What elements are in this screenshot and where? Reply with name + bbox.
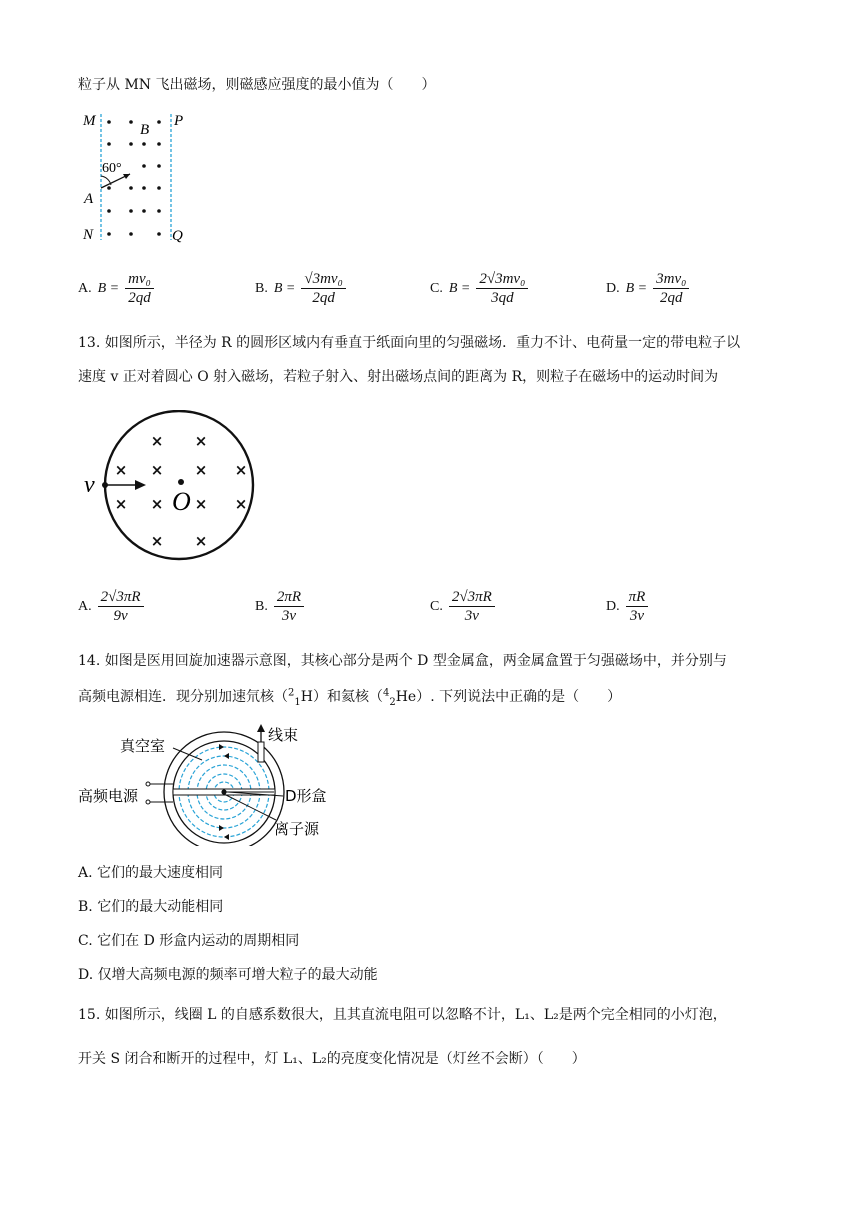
cross-mark: × (150, 495, 164, 513)
cross-mark: × (234, 461, 248, 479)
frac-num: √3mv₀ (301, 270, 345, 289)
frac-den: 2qd (312, 290, 335, 306)
frac-num: 2√3πR (449, 588, 495, 607)
deuterium-symbol: H (300, 689, 313, 705)
option-lhs: B = (97, 280, 120, 296)
frac-num: πR (626, 588, 649, 607)
frac-den: 2qd (128, 290, 151, 306)
frac-den: 3v (281, 608, 297, 624)
option-letter: A. (78, 598, 92, 614)
option-lhs: B = (625, 280, 648, 296)
q14-line2-c: ）. 下列说法中正确的是（ ） (416, 689, 622, 705)
option-letter: D. (606, 280, 620, 296)
q12-option-a[interactable] (78, 270, 154, 307)
frac-den: 9v (113, 608, 128, 624)
q14-line2-b: ）和氦核（ (312, 689, 383, 705)
q14-choice-b[interactable]: B. 它们的最大动能相同 (78, 899, 224, 915)
frac-den: 3v (629, 608, 645, 624)
deuterium-mass: 2 (288, 687, 295, 699)
label-N: N (83, 227, 94, 243)
frac-num: 2√3πR (98, 588, 144, 607)
label-O: O (172, 487, 191, 516)
cross-mark: × (114, 495, 128, 513)
q12-option-d[interactable] (606, 270, 689, 307)
label-P: P (174, 113, 184, 129)
q13-option-b[interactable] (255, 588, 304, 625)
cross-mark: × (234, 495, 248, 513)
cross-mark: × (150, 532, 164, 550)
q14-line1: 14. 如图是医用回旋加速器示意图，其核心部分是两个 D 型金属盒，两金属盒置于匀强磁场中，并分别与 (78, 653, 727, 669)
option-letter: D. (606, 598, 620, 614)
q12-option-b[interactable] (255, 270, 346, 307)
q12-field-figure (78, 108, 198, 246)
label-power: 高频电源 (78, 787, 139, 805)
q13-line1: 13. 如图所示，半径为 R 的圆形区域内有垂直于纸面向里的匀强磁场．重力不计、电荷量一定的带电粒子以 (78, 335, 741, 351)
helium-charge: 2 (389, 696, 396, 708)
frac-num: mv₀ (125, 270, 154, 289)
label-A: A (84, 191, 94, 207)
cross-mark: × (114, 461, 128, 479)
label-source: 离子源 (274, 820, 320, 838)
option-lhs: B = (448, 280, 471, 296)
option-letter: B. (255, 598, 268, 614)
option-letter: C. (430, 280, 443, 296)
helium-mass: 4 (382, 687, 390, 699)
q12-option-c[interactable] (430, 270, 528, 307)
option-letter: A. (78, 280, 92, 296)
option-letter: C. (430, 598, 443, 614)
label-beam: 线束 (268, 726, 299, 744)
q14-choice-a[interactable]: A. 它们的最大速度相同 (78, 865, 224, 881)
label-Q: Q (172, 228, 183, 244)
frac-den: 2qd (659, 290, 683, 306)
q15-line1: 15. 如图所示，线圈 L 的自感系数很大，且其直流电阻可以忽略不计，L₁、L₂是两个完全相同的小灯泡， (78, 1007, 727, 1023)
q12-tail-text: 粒子从 MN 飞出磁场，则磁感应强度的最小值为（ ） (78, 77, 436, 93)
option-lhs: B = (273, 280, 296, 296)
label-vacuum: 真空室 (120, 737, 166, 755)
helium-symbol: He (395, 689, 417, 705)
q15-line2: 开关 S 闭合和断开的过程中，灯 L₁、L₂的亮度变化情况是（灯丝不会断）（ ） (78, 1051, 586, 1067)
cross-mark: × (194, 532, 208, 550)
q13-line2: 速度 v 正对着圆心 O 射入磁场，若粒子射入、射出磁场点间的距离为 R，则粒子在磁场中的运动时间为 (78, 369, 719, 385)
cross-mark: × (194, 432, 208, 450)
q14-cyclotron-figure (78, 722, 378, 846)
cross-mark: × (194, 461, 208, 479)
frac-num: 2√3mv₀ (476, 270, 528, 289)
label-angle: 60° (102, 161, 122, 176)
q13-option-a[interactable] (78, 588, 144, 625)
label-dbox: D形盒 (285, 787, 327, 805)
q14-choice-d[interactable]: D. 仅增大高频电源的频率可增大粒子的最大动能 (78, 967, 378, 983)
q14-line2 (78, 686, 621, 708)
frac-num: 2πR (274, 588, 304, 607)
q13-option-d[interactable] (606, 588, 648, 625)
label-M: M (83, 113, 96, 129)
label-B: B (140, 122, 150, 138)
q13-option-c[interactable] (430, 588, 495, 625)
q14-choice-c[interactable]: C. 它们在 D 形盒内运动的周期相同 (78, 933, 300, 949)
option-letter: B. (255, 280, 268, 296)
deuterium-charge: 1 (294, 696, 301, 708)
cross-mark: × (150, 432, 164, 450)
cross-mark: × (194, 495, 208, 513)
label-v: v (84, 472, 95, 498)
frac-den: 3qd (491, 290, 514, 306)
cross-mark: × (150, 461, 164, 479)
frac-den: 3v (464, 608, 479, 624)
q13-circle-figure (80, 410, 270, 570)
q14-line2-a: 高频电源相连．现分别加速氘核（ (78, 689, 288, 705)
frac-num: 3mv₀ (653, 270, 689, 289)
